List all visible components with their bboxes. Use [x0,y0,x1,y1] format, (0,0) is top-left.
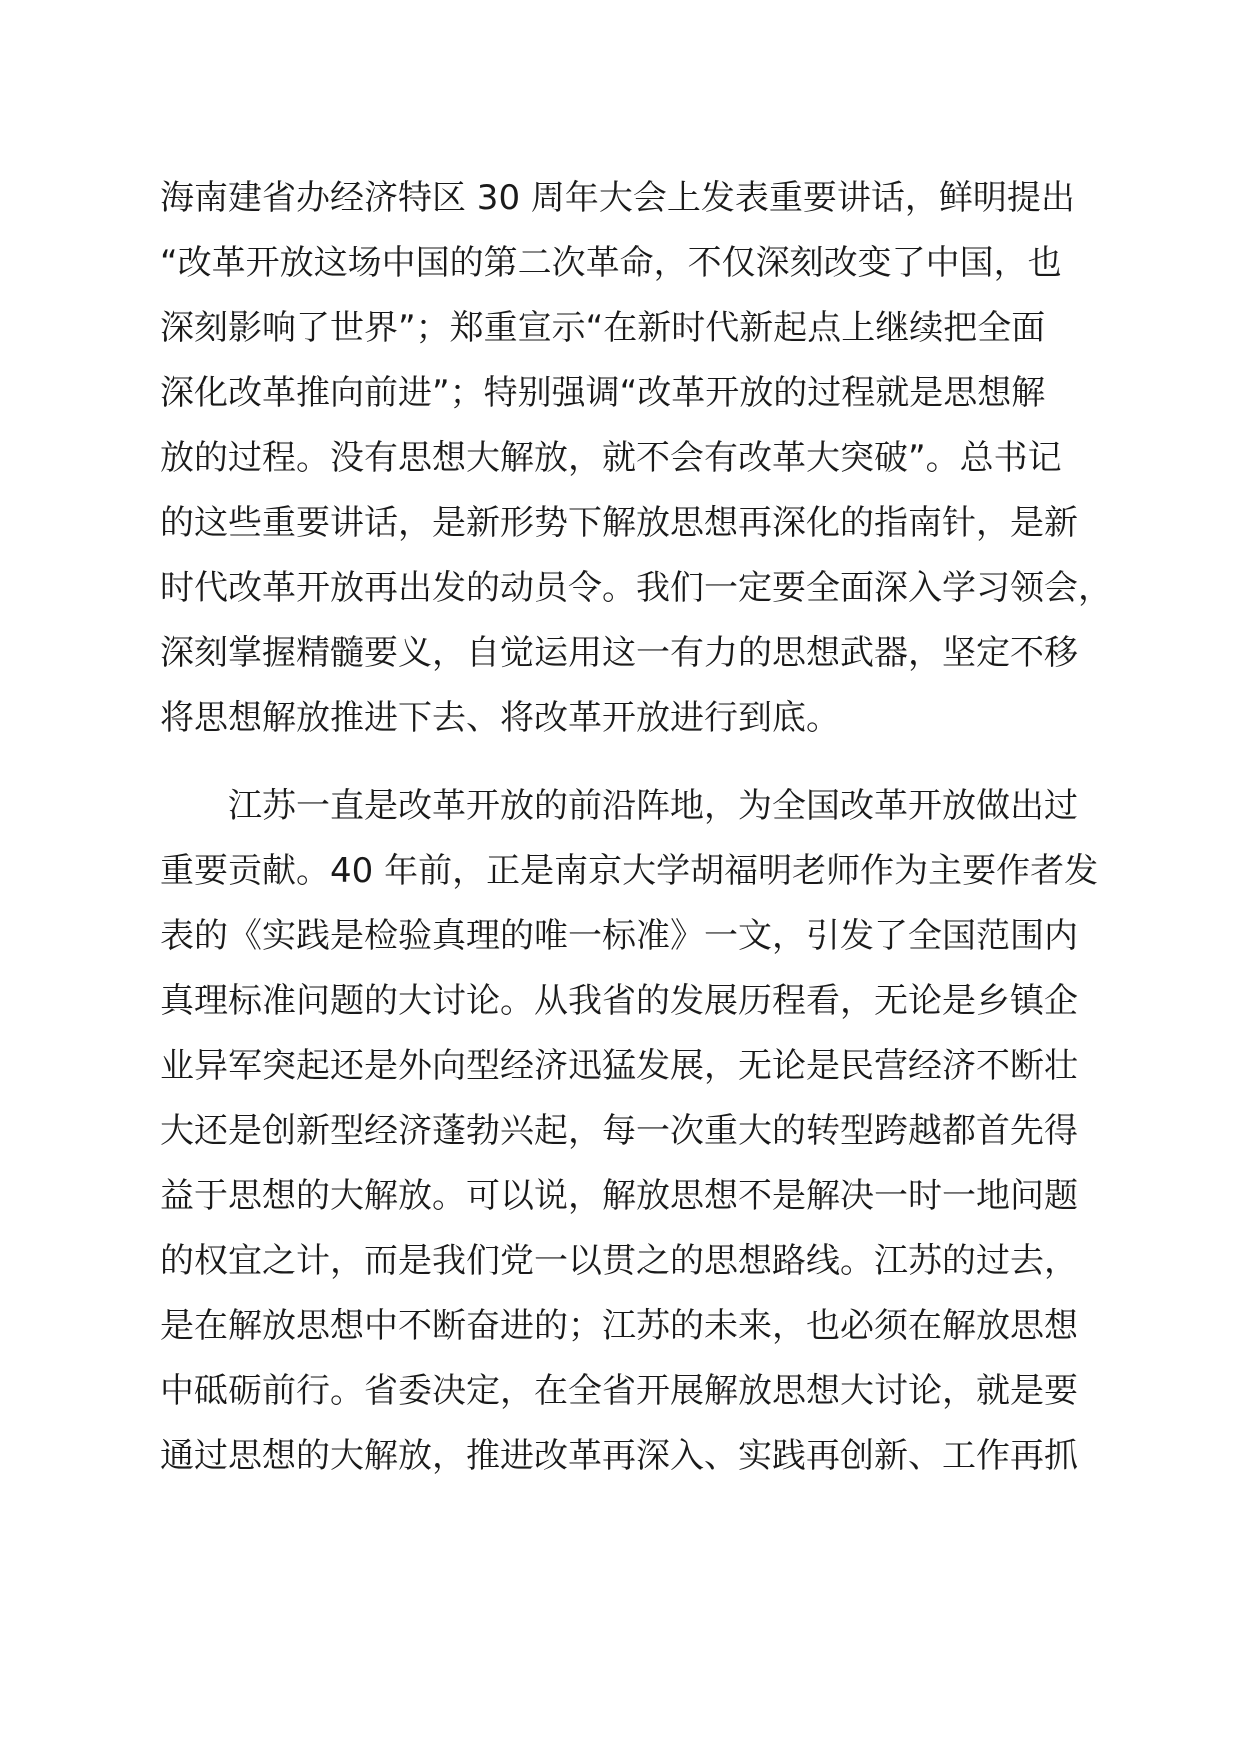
paragraph-line: 益于思想的大解放。可以说，解放思想不是解决一时一地问题 [160,1176,1078,1216]
paragraph-line: 深化改革推向前进”；特别强调“改革开放的过程就是思想解 [160,373,1046,413]
paragraph-1 [160,166,1112,751]
paragraph-line: 放的过程。没有思想大解放，就不会有改革大突破”。总书记 [160,438,1062,478]
paragraph-line: 中砥砺前行。省委决定，在全省开展解放思想大讨论，就是要 [160,1371,1078,1411]
paragraph-line: 深刻影响了世界”；郑重宣示“在新时代新起点上继续把全面 [160,308,1046,348]
paragraph-line: 重要贡献。40 年前，正是南京大学胡福明老师作为主要作者发 [160,851,1099,891]
paragraph-line: 大还是创新型经济蓬勃兴起，每一次重大的转型跨越都首先得 [160,1111,1078,1151]
paragraph-line: 的这些重要讲话，是新形势下解放思想再深化的指南针，是新 [160,503,1078,543]
paragraph-line: 业异军突起还是外向型经济迅猛发展，无论是民营经济不断壮 [160,1046,1078,1086]
paragraph-line: 海南建省办经济特区 30 周年大会上发表重要讲话，鲜明提出 [160,178,1075,218]
paragraph-line: 是在解放思想中不断奋进的；江苏的未来，也必须在解放思想 [160,1306,1078,1346]
paragraph-line: 通过思想的大解放，推进改革再深入、实践再创新、工作再抓 [160,1436,1078,1476]
paragraph-2 [160,774,1100,1489]
paragraph-line: 将思想解放推进下去、将改革开放进行到底。 [160,698,840,738]
paragraph-line: 真理标准问题的大讨论。从我省的发展历程看，无论是乡镇企 [160,981,1078,1021]
paragraph-line: 的权宜之计，而是我们党一以贯之的思想路线。江苏的过去， [160,1241,1078,1281]
paragraph-line: 表的《实践是检验真理的唯一标准》一文，引发了全国范围内 [160,916,1078,956]
paragraph-line: 江苏一直是改革开放的前沿阵地，为全国改革开放做出过 [160,786,1078,826]
paragraph-line: 深刻掌握精髓要义，自觉运用这一有力的思想武器，坚定不移 [160,633,1078,673]
paragraph-line: 时代改革开放再出发的动员令。我们一定要全面深入学习领会， [160,568,1112,608]
paragraph-line: “改革开放这场中国的第二次革命，不仅深刻改变了中国，也 [160,243,1062,283]
